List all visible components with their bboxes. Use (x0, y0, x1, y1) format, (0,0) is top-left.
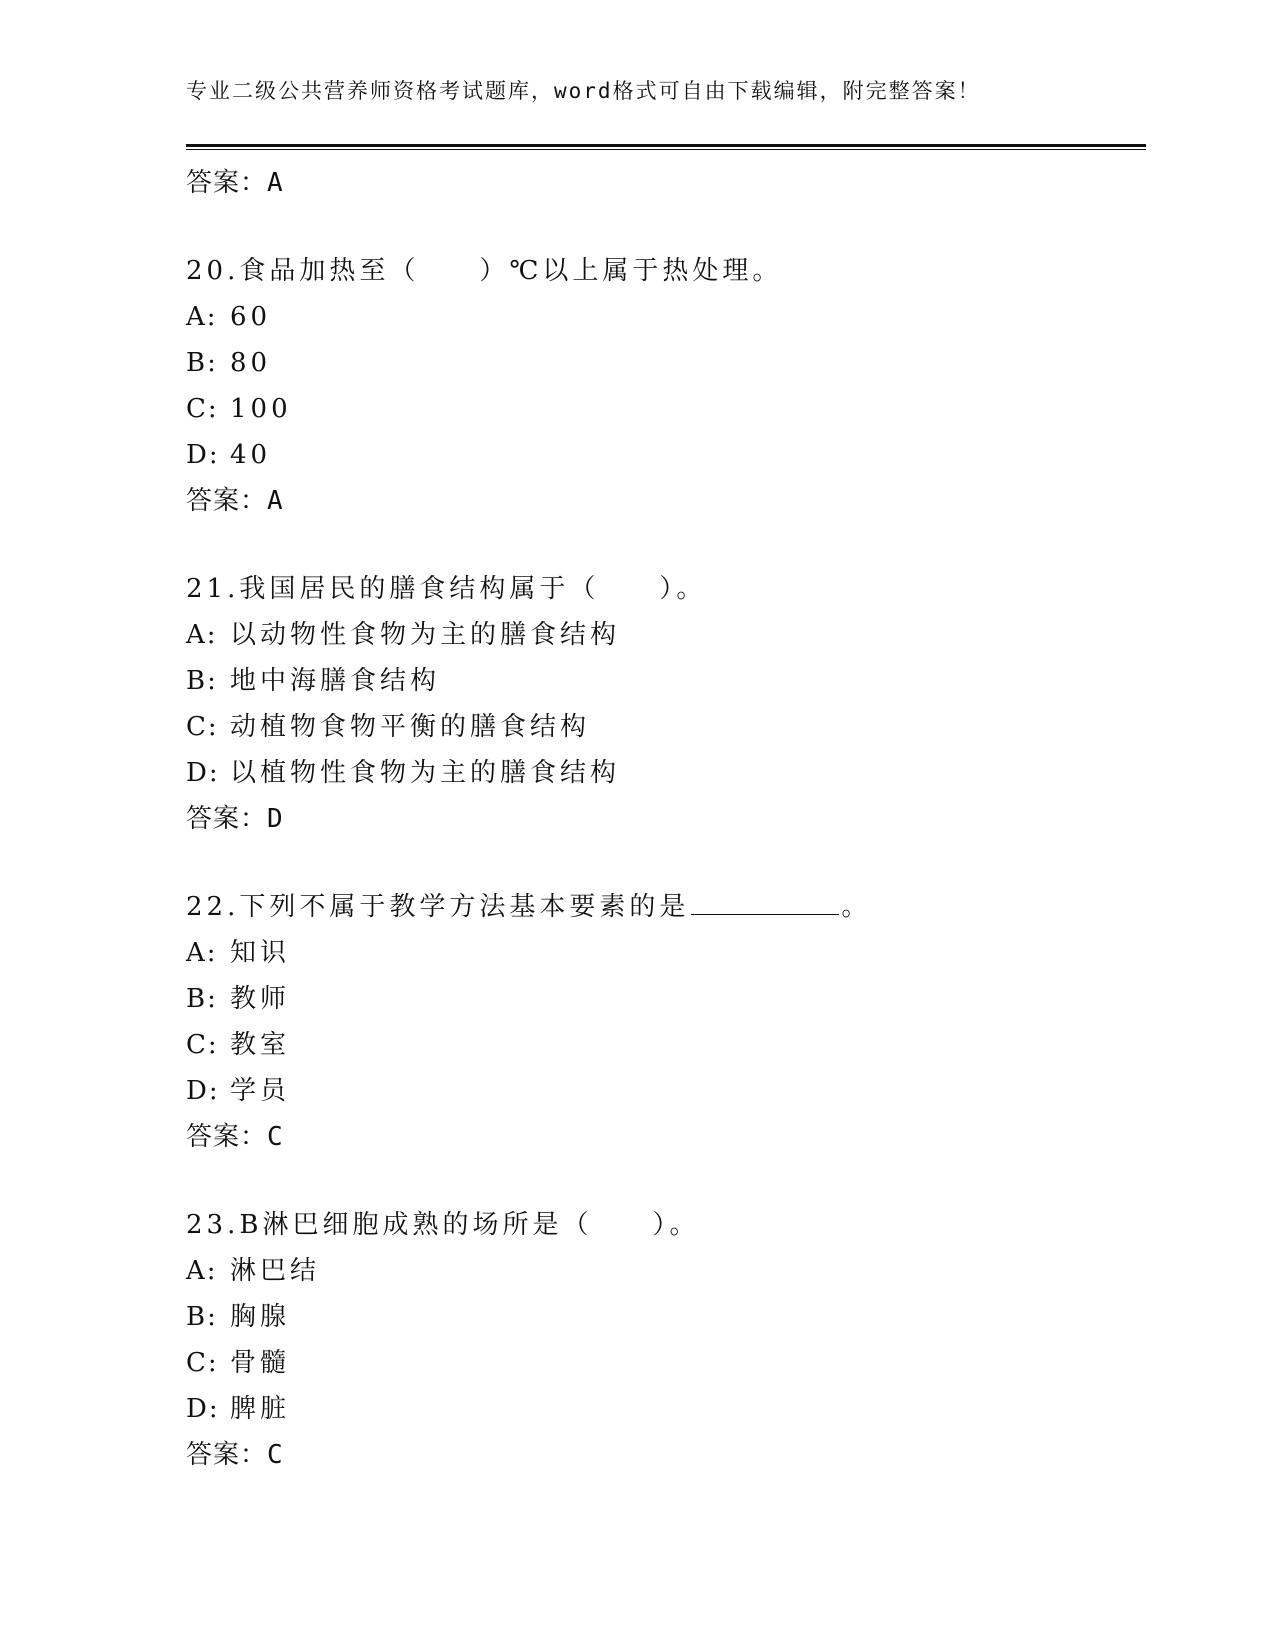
option-d (186, 750, 1146, 796)
question-stem-end: 。 (841, 892, 872, 922)
answer-line: 答案：C (186, 1440, 284, 1470)
option-c (186, 704, 1146, 750)
option-text: 60 (230, 302, 272, 332)
option-a (186, 612, 1146, 658)
question-22 (186, 884, 1146, 1160)
question-stem: 20.食品加热至（ ）℃以上属于热处理。 (186, 256, 783, 286)
option-text: 地中海膳食结构 (230, 666, 441, 696)
option-a (186, 294, 1146, 340)
option-letter: C: (186, 712, 219, 742)
question-stem: 21.我国居民的膳食结构属于（ ）。 (186, 574, 707, 604)
option-a (186, 1248, 1146, 1294)
option-c (186, 386, 1146, 432)
option-text: 教室 (230, 1030, 291, 1060)
option-text: 学员 (230, 1076, 291, 1106)
option-letter: B: (186, 348, 218, 378)
option-c (186, 1022, 1146, 1068)
option-b (186, 340, 1146, 386)
option-letter: B: (186, 984, 218, 1014)
option-letter: A: (186, 1256, 218, 1286)
option-letter: C: (186, 394, 219, 424)
option-letter: D: (186, 1394, 220, 1424)
page-header: 专业二级公共营养师资格考试题库，word格式可自由下载编辑，附完整答案！ (186, 79, 981, 103)
fill-in-blank (691, 888, 839, 915)
option-d (186, 432, 1146, 478)
question-21 (186, 566, 1146, 842)
answer-line: 答案：A (186, 486, 284, 516)
option-d (186, 1386, 1146, 1432)
option-text: 40 (230, 440, 272, 470)
option-letter: B: (186, 666, 218, 696)
option-letter: D: (186, 758, 220, 788)
option-text: 80 (230, 348, 272, 378)
option-letter: B: (186, 1302, 218, 1332)
option-text: 胸腺 (230, 1302, 291, 1332)
option-a (186, 930, 1146, 976)
option-text: 100 (230, 394, 292, 424)
option-c (186, 1340, 1146, 1386)
answer-line: 答案：C (186, 1122, 284, 1152)
option-letter: A: (186, 302, 218, 332)
answer-line: 答案：A (186, 168, 284, 198)
option-b (186, 976, 1146, 1022)
question-stem: 23.B淋巴细胞成熟的场所是（ ）。 (186, 1210, 700, 1240)
header-divider-thick (186, 144, 1146, 147)
option-letter: D: (186, 1076, 220, 1106)
header-divider-thin (186, 149, 1146, 150)
option-text: 教师 (230, 984, 291, 1014)
question-20 (186, 248, 1146, 524)
option-text: 动植物食物平衡的膳食结构 (230, 712, 591, 742)
option-text: 骨髓 (230, 1348, 291, 1378)
question-list (186, 160, 1146, 1478)
option-text: 脾脏 (230, 1394, 291, 1424)
option-text: 知识 (230, 938, 291, 968)
question-stem-text: 22.下列不属于教学方法基本要素的是 (186, 892, 690, 922)
option-letter: A: (186, 938, 218, 968)
option-text: 以植物性食物为主的膳食结构 (230, 758, 621, 788)
option-letter: A: (186, 620, 218, 650)
question-23 (186, 1202, 1146, 1478)
option-letter: C: (186, 1030, 219, 1060)
option-text: 淋巴结 (230, 1256, 321, 1286)
question-stem (186, 884, 1146, 930)
option-b (186, 658, 1146, 704)
option-b (186, 1294, 1146, 1340)
option-letter: C: (186, 1348, 219, 1378)
option-d (186, 1068, 1146, 1114)
answer-line: 答案：D (186, 804, 284, 834)
option-text: 以动物性食物为主的膳食结构 (230, 620, 621, 650)
option-letter: D: (186, 440, 220, 470)
